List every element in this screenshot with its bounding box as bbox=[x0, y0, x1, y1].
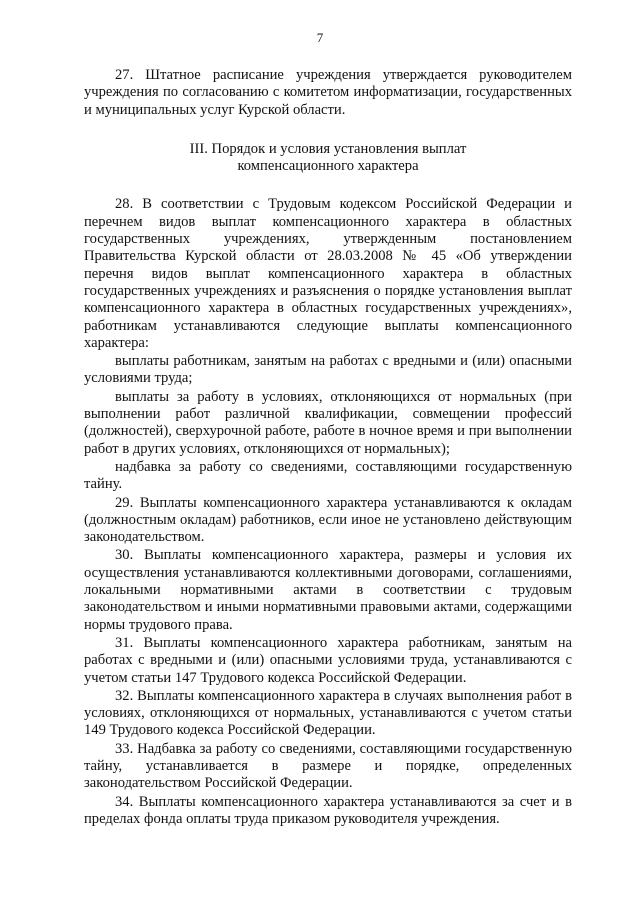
paragraph-29: 29. Выплаты компенсационного характера устанавливаются к окладам (должностным окладам) работников, если иное не установлено действующим законодательством. bbox=[84, 494, 572, 546]
paragraph-34: 34. Выплаты компенсационного характера устанавливаются за счет и в пределах фонда оплаты труда приказом руководителя учреждения. bbox=[84, 793, 572, 827]
paragraph-28: 28. В соответствии с Трудовым кодексом Российской Федерации и перечнем видов выплат компенсационного характера в областных государственных учреждениях, утвержденным постановлением Правительства Курской области от 28.03.2008 № 45 «Об утверждении перечня видов выплат компенсационного характера в областных государственных учреждениях и разъяснения о порядке установления выплат компенсационного характера в областных государственных учреждениях», работникам устанавливаются следующие выплаты компенсационного характера: bbox=[84, 196, 572, 351]
section-heading-line-1: III. Порядок и условия установления выплат bbox=[189, 140, 467, 157]
section-heading-line-2: компенсационного характера bbox=[237, 158, 419, 175]
paragraph-27: 27. Штатное расписание учреждения утверждается руководителем учреждения по согласованию с комитетом информатизации, государственных и муниципальных услуг Курской области. bbox=[84, 67, 572, 118]
paragraph-32: 32. Выплаты компенсационного характера в случаях выполнения работ в условиях, отклоняющихся от нормальных, устанавливаются с учетом статьи 149 Трудового кодекса Российской Федерации. bbox=[84, 687, 572, 739]
list-item-hazardous-work: выплаты работникам, занятым на работах с вредными и (или) опасными условиями труда; bbox=[84, 353, 572, 387]
section-heading bbox=[84, 141, 572, 176]
paragraph-33: 33. Надбавка за работу со сведениями, составляющими государственную тайну, устанавливается в размере и порядке, определенных законодательством Российской Федерации. bbox=[84, 740, 572, 792]
paragraph-31: 31. Выплаты компенсационного характера работникам, занятым на работах с вредными и (или) опасными условиями труда, устанавливаются с учетом статьи 147 Трудового кодекса Российской Федерации. bbox=[84, 634, 572, 686]
document-body bbox=[84, 67, 572, 828]
page-number: 7 bbox=[316, 30, 324, 45]
paragraph-30: 30. Выплаты компенсационного характера, размеры и условия их осуществления устанавливаются коллективными договорами, соглашениями, локальными нормативными актами в соответствии с трудовым законодательством и иными нормативными правовыми актами, содержащими нормы трудового права. bbox=[84, 547, 572, 633]
list-item-state-secret: надбавка за работу со сведениями, составляющими государственную тайну. bbox=[84, 458, 572, 493]
list-item-abnormal-conditions: выплаты за работу в условиях, отклоняющихся от нормальных (при выполнении работ различной квалификации, совмещении профессий (должностей), сверхурочной работе, работе в ночное время и при выполнении работ в других условиях, отклоняющихся от нормальных); bbox=[84, 388, 572, 457]
